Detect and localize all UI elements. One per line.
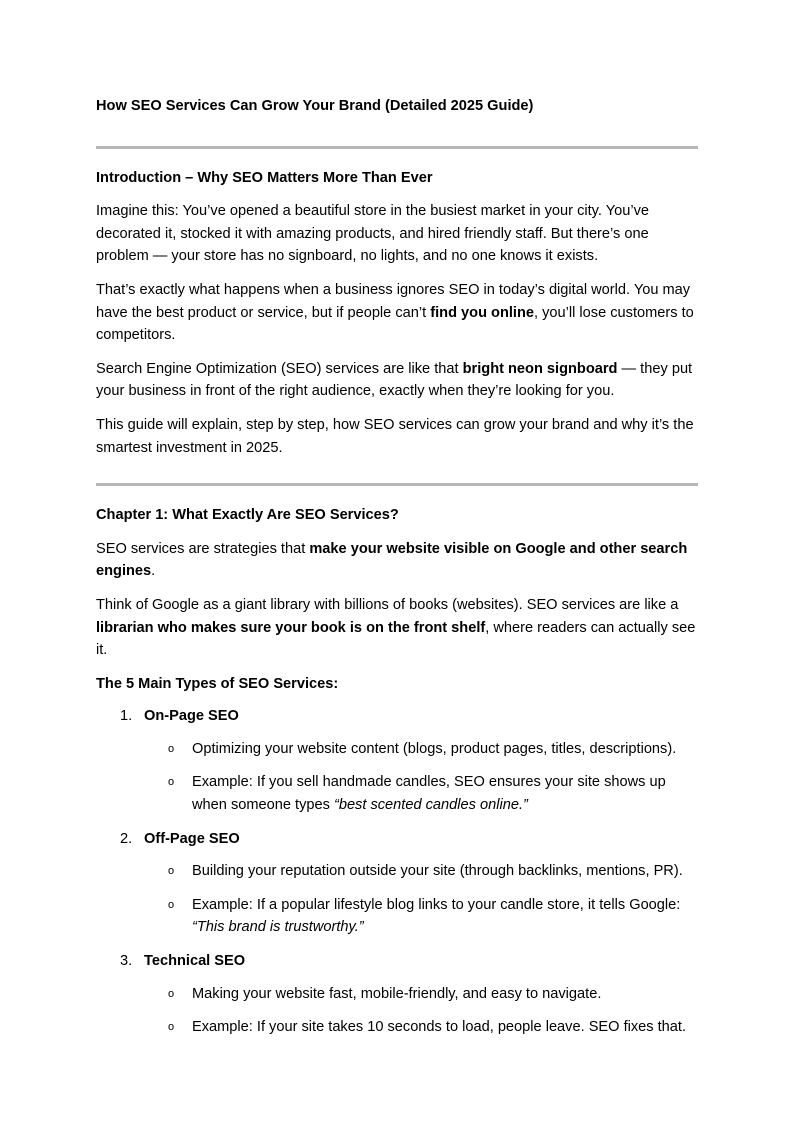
bullet-text: Optimizing your website content (blogs, product pages, titles, descriptions). [192, 740, 677, 757]
bullet-text: Building your reputation outside your site (through backlinks, mentions, PR). [192, 863, 683, 880]
text-run: . [151, 563, 156, 580]
seo-type-label: Technical SEO [144, 953, 246, 970]
bullet-text: Making your website fast, mobile-friendly, and easy to navigate. [192, 985, 602, 1002]
seo-types-heading: The 5 Main Types of SEO Services: [96, 675, 339, 692]
intro-heading: Introduction – Why SEO Matters More Than Ever [96, 169, 433, 186]
text-run: SEO services are strategies that [96, 540, 310, 557]
list-bullet-item [96, 771, 698, 816]
text-run: That’s exactly what happens when a business ignores SEO in today’s digital world. You may have the best product or service, but if people can’t [96, 281, 691, 321]
bold-text: bright neon signboard [462, 360, 618, 377]
list-bullet-item [96, 983, 698, 1006]
list-bullet-item [96, 1016, 698, 1039]
document-page [96, 95, 698, 1050]
text-run: , you’ll lose customers to competitors. [96, 304, 694, 344]
text-run: Search Engine Optimization (SEO) services are like that [96, 360, 463, 377]
list-number: 3. [120, 953, 133, 970]
seo-type-item [96, 828, 698, 851]
text-run: Think of Google as a giant library with billions of books (websites). SEO services are like a [96, 596, 679, 613]
chapter-1-paragraph-1 [96, 538, 698, 583]
intro-paragraph-2 [96, 279, 698, 347]
bullet-text: Example: If you sell handmade candles, SEO ensures your site shows up when someone types [192, 774, 666, 814]
list-bullet-item [96, 894, 698, 939]
italic-text: “This brand is trustworthy.” [192, 919, 364, 936]
intro-paragraph-3 [96, 358, 698, 403]
text-run: , where readers can actually see it. [96, 619, 696, 659]
list-bullet-item [96, 738, 698, 761]
section-divider [96, 483, 698, 486]
seo-type-label: Off-Page SEO [144, 830, 240, 847]
bullet-circle-icon: o [168, 742, 175, 755]
italic-text: “best scented candles online.” [333, 797, 528, 814]
bold-text: make your website visible on Google and other search engines [96, 540, 688, 580]
text-run: — they put your business in front of the right audience, exactly when they’re looking for you. [96, 360, 693, 400]
bullet-circle-icon: o [168, 865, 175, 878]
seo-type-item [96, 950, 698, 973]
bold-text: librarian who makes sure your book is on the front shelf [96, 619, 486, 636]
section-divider [96, 146, 698, 149]
bullet-circle-icon: o [168, 776, 175, 789]
document-title: How SEO Services Can Grow Your Brand (Detailed 2025 Guide) [96, 98, 534, 114]
chapter-1-paragraph-2 [96, 594, 698, 662]
bullet-text: Example: If a popular lifestyle blog links to your candle store, it tells Google: [192, 896, 681, 913]
intro-paragraph-1: Imagine this: You’ve opened a beautiful store in the busiest market in your city. You’ve decorated it, stocked it with amazing products, and hired friendly staff. But there’s one problem — your store has no signboard, no lights, and no one knows it exists. [96, 203, 650, 265]
list-number: 2. [120, 830, 133, 847]
bold-text: find you online [430, 304, 535, 321]
list-bullet-item [96, 860, 698, 883]
list-number: 1. [120, 708, 133, 725]
seo-type-label: On-Page SEO [144, 708, 239, 725]
bullet-circle-icon: o [168, 987, 175, 1000]
intro-paragraph-4: This guide will explain, step by step, how SEO services can grow your brand and why it’s the smartest investment in 2025. [96, 416, 694, 456]
bullet-circle-icon: o [168, 1021, 175, 1034]
seo-type-item [96, 705, 698, 728]
bullet-circle-icon: o [168, 898, 175, 911]
bullet-text: Example: If your site takes 10 seconds to load, people leave. SEO fixes that. [192, 1019, 687, 1036]
chapter-1-heading: Chapter 1: What Exactly Are SEO Services? [96, 507, 399, 524]
